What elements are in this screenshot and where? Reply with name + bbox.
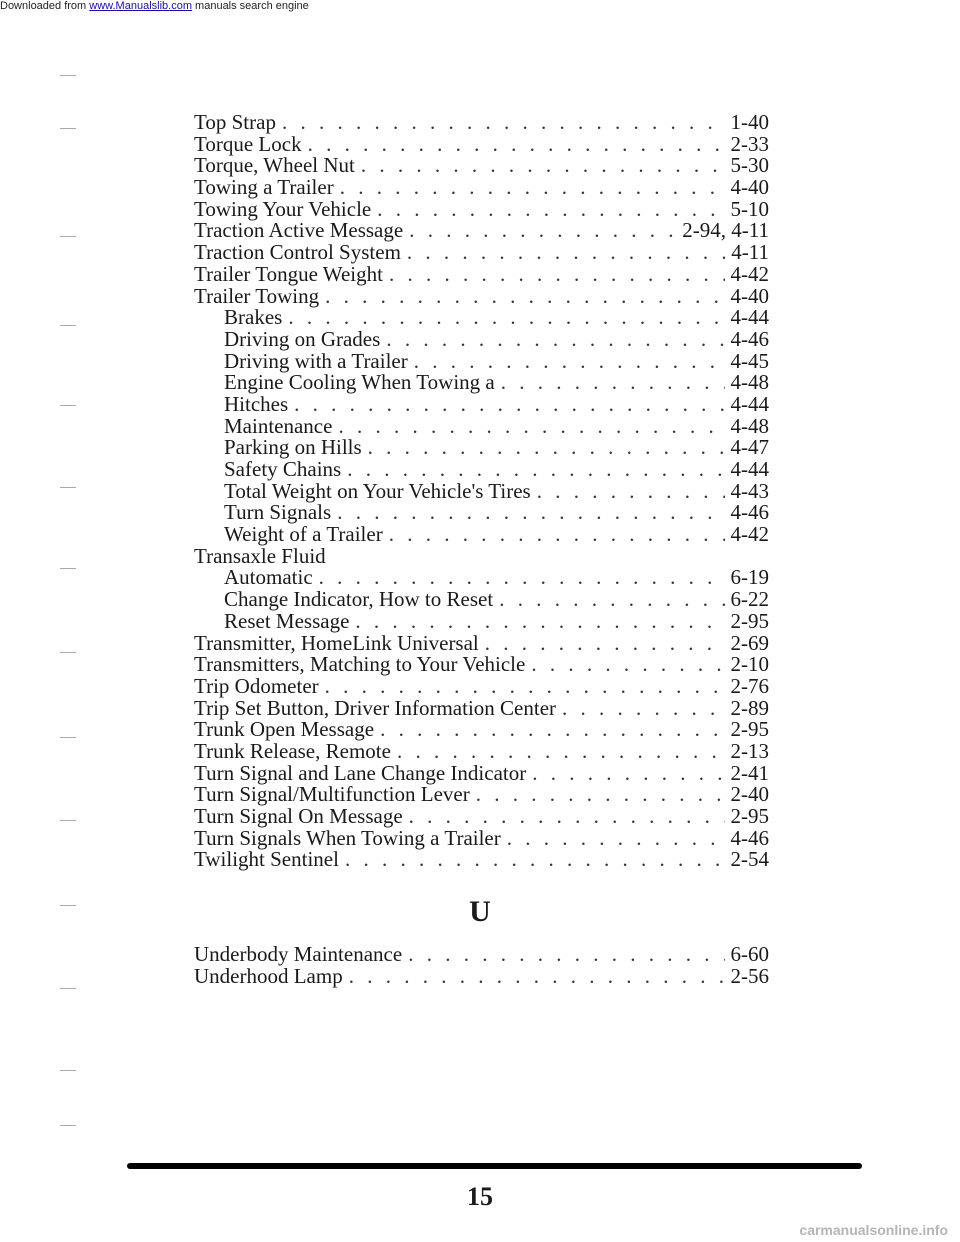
index-term: Driving with a Trailer xyxy=(224,348,408,373)
index-entry xyxy=(194,806,769,828)
index-term: Trunk Open Message xyxy=(194,717,375,742)
page-reference: 4-42 xyxy=(730,261,769,286)
dot-leader xyxy=(355,611,724,633)
page-reference: 2-76 xyxy=(730,673,769,698)
dot-leader xyxy=(531,654,724,676)
scan-edge-mark xyxy=(60,737,76,738)
page-reference: 4-44 xyxy=(730,457,769,481)
index-term: Maintenance xyxy=(224,413,333,438)
dot-leader xyxy=(294,394,724,416)
scan-edge-mark xyxy=(60,652,76,653)
page-number: 15 xyxy=(467,1182,493,1211)
index-term: Transmitter, HomeLink Universal xyxy=(194,630,479,655)
site-watermark: carmanualsonline.info xyxy=(799,1222,948,1238)
dot-leader xyxy=(361,155,725,177)
index-term: Trailer Towing xyxy=(194,283,320,308)
dot-leader xyxy=(407,242,725,264)
page-reference: 5-30 xyxy=(730,153,769,178)
dot-leader xyxy=(409,220,676,242)
index-term: Torque Lock xyxy=(194,131,302,156)
scan-edge-mark xyxy=(60,405,76,406)
index-entry xyxy=(194,963,769,988)
index-entry xyxy=(194,283,769,308)
page-reference: 4-42 xyxy=(730,522,769,547)
index-subentry xyxy=(194,567,769,589)
dot-leader xyxy=(501,372,725,394)
index-entry xyxy=(194,155,769,177)
page-reference: 4-40 xyxy=(730,283,769,308)
page-reference: 4-43 xyxy=(730,478,769,503)
index-term: Turn Signal and Lane Change Indicator xyxy=(194,760,527,785)
index-entry xyxy=(194,196,769,221)
dot-leader xyxy=(409,806,725,828)
page-reference: 6-60 xyxy=(730,942,769,966)
index-term: Traction Active Message xyxy=(194,218,404,243)
index-entry xyxy=(194,261,769,286)
index-entry xyxy=(194,654,769,676)
banner-suffix: manuals search engine xyxy=(195,0,309,12)
page-reference: 4-46 xyxy=(730,500,769,525)
index-subentry xyxy=(194,459,769,481)
dot-leader xyxy=(377,199,724,221)
page-reference: 4-47 xyxy=(730,435,769,460)
index-term: Change Indicator, How to Reset xyxy=(224,587,494,612)
index-term: Underhood Lamp xyxy=(194,963,343,988)
scan-edge-mark xyxy=(60,487,76,488)
index-entry xyxy=(194,112,769,134)
index-entry xyxy=(194,738,769,763)
index-subentry xyxy=(194,608,769,633)
index-entry xyxy=(194,784,769,806)
page-reference: 2-69 xyxy=(730,630,769,655)
dot-leader xyxy=(408,944,724,966)
dot-leader xyxy=(380,719,724,741)
page-reference: 2-54 xyxy=(730,847,769,872)
index-entry xyxy=(194,944,769,966)
page-reference: 2-89 xyxy=(730,695,769,720)
manualslib-link[interactable]: www.Manualslib.com xyxy=(89,0,192,12)
scan-edge-mark xyxy=(60,1070,76,1071)
dot-leader xyxy=(282,112,725,134)
banner-prefix: Downloaded from xyxy=(0,0,87,12)
dot-leader xyxy=(537,481,725,503)
index-subentry xyxy=(194,478,769,503)
scan-edge-mark xyxy=(60,1125,76,1126)
page-reference: 2-95 xyxy=(730,608,769,633)
index-subentry xyxy=(194,307,769,329)
dot-leader xyxy=(340,177,725,199)
index-subentry xyxy=(194,589,769,611)
dot-leader xyxy=(532,763,724,785)
index-term: Transmitters, Matching to Your Vehicle xyxy=(194,652,526,677)
index-term: Driving on Grades xyxy=(224,326,381,351)
index-subentry xyxy=(194,372,769,394)
index-entry xyxy=(194,630,769,655)
page-reference: 4-48 xyxy=(730,413,769,438)
index-list-t xyxy=(194,112,769,871)
index-term: Turn Signals When Towing a Trailer xyxy=(194,825,501,850)
dot-leader xyxy=(485,633,725,655)
dot-leader xyxy=(507,828,725,850)
index-term: Top Strap xyxy=(194,110,276,134)
index-entry xyxy=(194,177,769,199)
dot-leader xyxy=(345,849,725,871)
scan-edge-mark xyxy=(60,988,76,989)
index-term: Reset Message xyxy=(224,608,350,633)
page-reference: 4-11 xyxy=(731,240,769,265)
index-term: Traction Control System xyxy=(194,240,401,265)
section-heading-u: U xyxy=(469,895,491,928)
scan-edge-mark xyxy=(60,236,76,237)
dot-leader xyxy=(338,416,724,438)
index-list-u xyxy=(194,944,769,987)
index-entry xyxy=(194,849,769,871)
page-reference: 1-40 xyxy=(730,110,769,134)
page-reference: 6-22 xyxy=(730,587,769,612)
page-reference: 4-40 xyxy=(730,175,769,200)
dot-leader xyxy=(389,524,725,546)
index-term: Engine Cooling When Towing a xyxy=(224,370,495,395)
dot-leader xyxy=(288,307,724,329)
index-subentry xyxy=(194,502,769,524)
page-reference: 2-41 xyxy=(730,760,769,785)
page-reference: 2-40 xyxy=(730,782,769,807)
index-entry xyxy=(194,131,769,156)
index-subentry xyxy=(194,391,769,416)
dot-leader xyxy=(499,589,724,611)
index-subentry xyxy=(194,413,769,438)
index-term: Parking on Hills xyxy=(224,435,362,460)
index-term: Turn Signal On Message xyxy=(194,804,403,828)
index-term: Automatic xyxy=(224,565,313,590)
dot-leader xyxy=(476,784,725,806)
scan-edge-mark xyxy=(60,820,76,821)
page-reference: 2-95 xyxy=(730,804,769,828)
index-subentry xyxy=(194,326,769,351)
index-term: Trunk Release, Remote xyxy=(194,738,391,763)
index-term: Trip Odometer xyxy=(194,673,319,698)
dot-leader xyxy=(337,502,724,524)
page-reference: 4-46 xyxy=(730,825,769,850)
dot-leader xyxy=(389,264,725,286)
page-reference: 5-10 xyxy=(730,196,769,221)
page-reference: 2-56 xyxy=(730,963,769,988)
index-term: Hitches xyxy=(224,391,289,416)
scan-edge-mark xyxy=(60,75,76,76)
index-term: Turn Signals xyxy=(224,500,332,525)
page-reference: 2-10 xyxy=(730,652,769,677)
page-reference: 2-95 xyxy=(730,717,769,742)
index-term: Underbody Maintenance xyxy=(194,942,403,966)
index-term: Weight of a Trailer xyxy=(224,522,383,547)
index-term: Safety Chains xyxy=(224,457,342,481)
dot-leader xyxy=(386,329,724,351)
dot-leader xyxy=(325,286,724,308)
dot-leader xyxy=(368,437,725,459)
index-entry xyxy=(194,543,769,568)
index-term: Transaxle Fluid xyxy=(194,543,326,568)
scan-edge-mark xyxy=(60,568,76,569)
dot-leader xyxy=(562,698,724,720)
page-reference: 4-44 xyxy=(730,391,769,416)
index-entry xyxy=(194,695,769,720)
index-subentry xyxy=(194,524,769,546)
page-reference: 4-44 xyxy=(730,305,769,330)
index-entry xyxy=(194,242,769,264)
page-reference: 4-46 xyxy=(730,326,769,351)
index-entry xyxy=(194,825,769,850)
index-term: Towing a Trailer xyxy=(194,175,334,200)
page-reference: 2-13 xyxy=(730,738,769,763)
scan-edge-mark xyxy=(60,128,76,129)
index-entry xyxy=(194,719,769,741)
page-reference: 2-94, 4-11 xyxy=(682,218,769,243)
dot-leader xyxy=(349,966,725,988)
index-term: Trip Set Button, Driver Information Center xyxy=(194,695,557,720)
dot-leader xyxy=(347,459,724,481)
download-banner xyxy=(0,0,309,12)
index-term: Brakes xyxy=(224,305,283,330)
page-reference: 4-45 xyxy=(730,348,769,373)
index-term: Torque, Wheel Nut xyxy=(194,153,355,178)
page-reference: 2-33 xyxy=(730,131,769,156)
page-reference: 4-48 xyxy=(730,370,769,395)
dot-leader xyxy=(319,567,725,589)
index-term: Twilight Sentinel xyxy=(194,847,339,872)
dot-leader xyxy=(325,676,725,698)
dot-leader xyxy=(397,741,725,763)
index-term: Towing Your Vehicle xyxy=(194,196,372,221)
scan-edge-mark xyxy=(60,325,76,326)
index-term: Turn Signal/Multifunction Lever xyxy=(194,782,470,807)
index-entry xyxy=(194,760,769,785)
footer-rule xyxy=(127,1163,862,1169)
index-subentry xyxy=(194,348,769,373)
dot-leader xyxy=(308,134,725,156)
index-entry xyxy=(194,220,769,242)
index-subentry xyxy=(194,437,769,459)
dot-leader xyxy=(414,351,725,373)
index-term: Trailer Tongue Weight xyxy=(194,261,383,286)
index-term: Total Weight on Your Vehicle's Tires xyxy=(224,478,531,503)
index-entry xyxy=(194,673,769,698)
page-reference: 6-19 xyxy=(730,565,769,590)
